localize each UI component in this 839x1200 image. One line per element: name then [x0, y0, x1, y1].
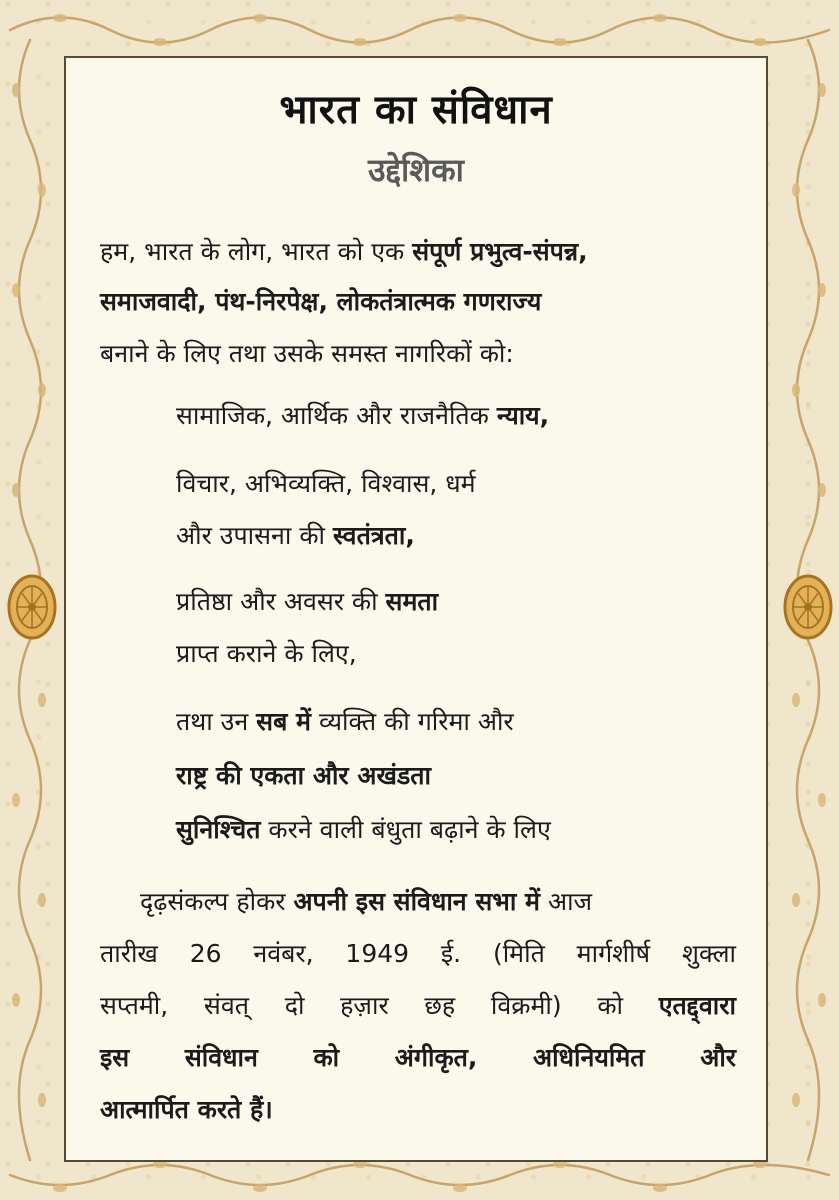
ashoka-chakra-icon — [782, 572, 834, 642]
hereby-emphasis: एतद्द्वारा — [658, 991, 736, 1020]
sovereign-emphasis: संपूर्ण प्रभुत्व-संपन्न, — [412, 237, 588, 266]
equality-line-2: प्राप्त कराने के लिए, — [176, 639, 357, 668]
assembly-emphasis: अपनी इस संविधान सभा में — [293, 887, 540, 916]
assuring-emphasis: सुनिश्चित — [176, 815, 261, 844]
all-emphasis: सब में — [256, 707, 312, 736]
justice-emphasis: न्याय, — [496, 401, 550, 430]
text-segment: प्रतिष्ठा और अवसर की — [176, 587, 386, 616]
text-segment: आज — [540, 887, 593, 916]
fraternity-line-2: राष्ट्र की एकता और अखंडता — [176, 761, 431, 790]
text-segment: सामाजिक, आर्थिक और राजनैतिक — [176, 401, 497, 430]
equality-line-1 — [176, 584, 438, 618]
justice-line — [176, 398, 549, 432]
text-segment: तथा उन — [176, 707, 257, 736]
text-segment: हम, भारत के लोग, भारत को एक — [100, 237, 413, 266]
intro-line-3: बनाने के लिए तथा उसके समस्त नागरिकों को: — [100, 339, 514, 368]
closing-line-4: इस संविधान को अंगीकृत, अधिनियमित और — [100, 1043, 736, 1072]
closing-line-3 — [100, 988, 736, 1022]
text-segment: दृढ़संकल्प होकर — [140, 887, 294, 916]
liberty-emphasis: स्वतंत्रता, — [332, 521, 415, 550]
closing-line-5: आत्मार्पित करते हैं। — [100, 1095, 273, 1124]
closing-line-1 — [140, 884, 736, 918]
liberty-line-2 — [176, 518, 415, 552]
liberty-line-1: विचार, अभिव्यक्ति, विश्वास, धर्म — [176, 469, 476, 498]
ashoka-chakra-icon — [6, 572, 58, 642]
text-segment: करने वाली बंधुता बढ़ाने के लिए — [260, 815, 551, 844]
closing-line-2: तारीख 26 नवंबर, 1949 ई. (मिति मार्गशीर्ष शुक्ला — [100, 939, 736, 968]
intro-line-2: समाजवादी, पंथ-निरपेक्ष, लोकतंत्रात्मक गणराज्य — [100, 287, 542, 316]
text-segment: व्यक्ति की गरिमा और — [311, 707, 514, 736]
equality-emphasis: समता — [385, 587, 439, 616]
intro-line-1 — [100, 234, 588, 268]
text-segment: और उपासना की — [176, 521, 333, 550]
page-subtitle: उद्देशिका — [368, 151, 464, 189]
text-segment: सप्तमी, संवत् दो हज़ार छह विक्रमी) को — [100, 991, 659, 1020]
fraternity-line-3 — [176, 812, 551, 846]
fraternity-line-1 — [176, 704, 514, 738]
page-title: भारत का संविधान — [279, 87, 553, 133]
preamble-panel — [64, 56, 768, 1162]
